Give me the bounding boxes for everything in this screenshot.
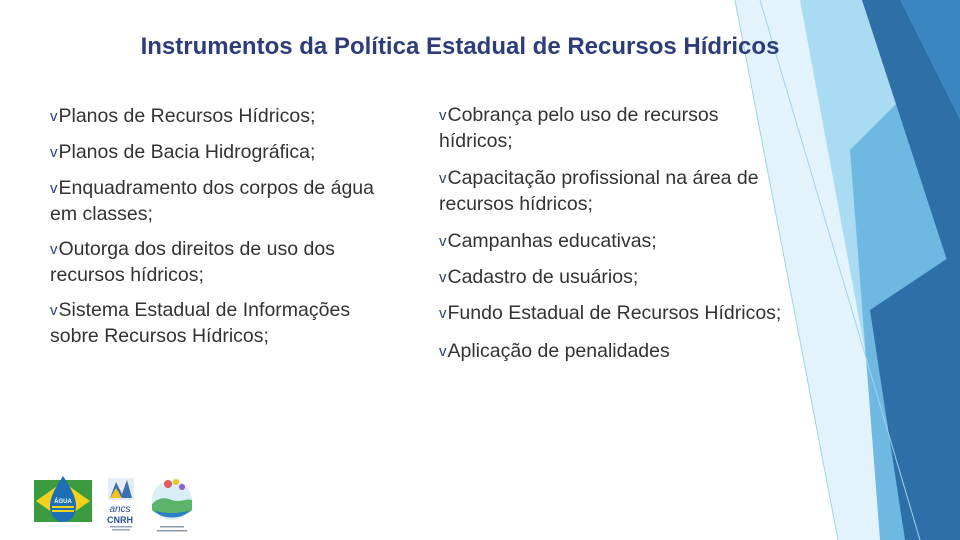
bullet-icon: v — [439, 343, 447, 360]
list-item — [439, 229, 789, 255]
left-bullet-list — [50, 104, 395, 349]
list-item-text: Cadastro de usuários; — [447, 266, 639, 288]
bullet-icon: v — [50, 302, 58, 319]
list-item-text: Campanhas educativas; — [447, 230, 657, 252]
bullet-icon: v — [50, 144, 58, 161]
list-item — [439, 339, 789, 365]
list-item-text: Outorga dos direitos de uso dos recursos hídricos; — [50, 238, 335, 286]
bullet-icon: v — [50, 108, 58, 125]
list-item-text: Aplicação de penalidades — [447, 340, 670, 362]
list-item — [50, 237, 395, 288]
list-item — [50, 140, 395, 166]
logos-group — [30, 470, 210, 540]
list-item — [439, 265, 789, 291]
ancs-cnrh-logo — [107, 478, 134, 531]
list-item-text: Fundo Estadual de Recursos Hídricos; — [447, 302, 782, 324]
bullet-icon: v — [439, 233, 447, 250]
bullet-icon: v — [50, 241, 58, 258]
globe-landscape-logo — [152, 479, 192, 532]
bullet-icon: v — [439, 305, 447, 322]
list-item-text: Cobrança pelo uso de recursos hídricos; — [439, 104, 719, 152]
list-item — [50, 104, 395, 130]
list-item-text: Planos de Bacia Hidrográfica; — [58, 141, 316, 163]
list-item — [439, 103, 789, 154]
svg-text:ancs: ancs — [109, 504, 131, 515]
list-item — [50, 298, 395, 349]
bullet-icon: v — [50, 180, 58, 197]
right-bullet-list — [439, 103, 789, 365]
water-drop-logo — [34, 476, 92, 522]
svg-text:ÁGUA: ÁGUA — [54, 499, 72, 505]
list-item-text: Planos de Recursos Hídricos; — [58, 105, 316, 127]
list-item-text: Capacitação profissional na área de recursos hídricos; — [439, 167, 759, 215]
list-item-text: Sistema Estadual de Informações sobre Recursos Hídricos; — [50, 299, 351, 347]
slide-title: Instrumentos da Política Estadual de Recursos Hídricos — [140, 33, 780, 60]
bullet-icon: v — [439, 269, 447, 286]
svg-text:CNRH: CNRH — [107, 515, 133, 525]
list-item-text: Enquadramento dos corpos de água em classes; — [50, 177, 374, 225]
list-item — [439, 301, 789, 327]
list-item — [50, 176, 395, 227]
bullet-icon: v — [439, 107, 447, 124]
list-item — [439, 166, 789, 217]
bullet-icon: v — [439, 170, 447, 187]
